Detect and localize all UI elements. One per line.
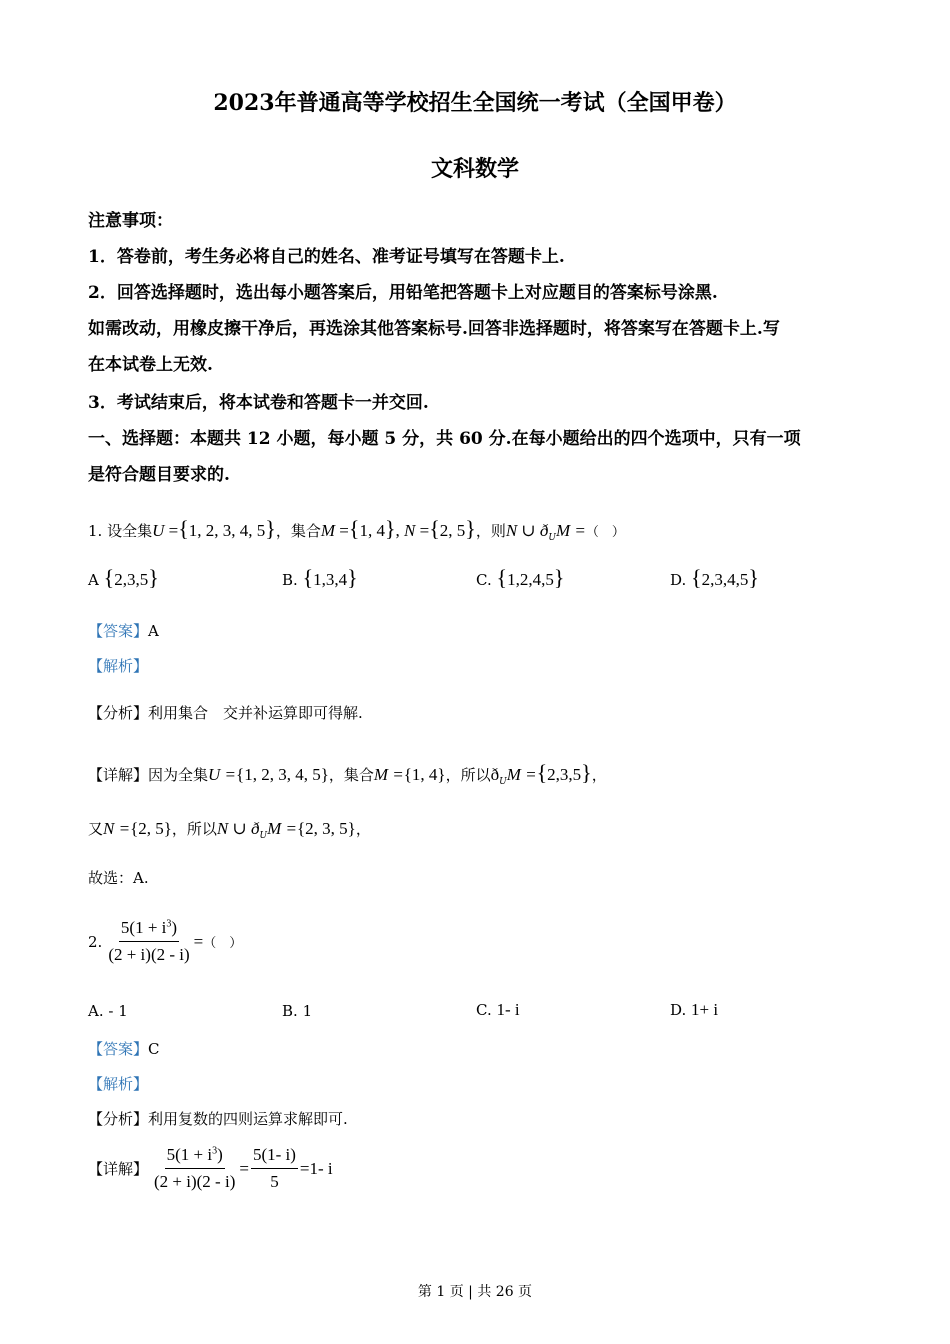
notice-item: 在本试卷上无效.	[88, 355, 213, 375]
q1-analysis-tag: 【解析】	[88, 657, 149, 675]
q2-option-d: D. 1+ i	[670, 1000, 719, 1019]
page-title: 2023年普通高等学校招生全国统一考试（全国甲卷）	[213, 90, 737, 116]
q1-u-symbol: U	[152, 521, 165, 540]
q1-paren: （ ）	[585, 525, 625, 540]
q2-prefix: 2.	[88, 932, 103, 951]
q1-m-set: M ={1, 4}	[320, 516, 396, 541]
q2-answer: 【答案】C	[88, 1040, 160, 1058]
notice-item: 2．回答选择题时，选出每小题答案后，用铅笔把答题卡上对应题目的答案标号涂黑.	[88, 283, 718, 303]
q1-conclusion: 故选：A.	[88, 869, 149, 887]
q1-detail-line2: 又N ={2, 5}，所以N ∪ $ð_UM =\{2$, 3, 5}，	[88, 819, 371, 841]
q1-stem	[88, 516, 625, 543]
q1-prefix: 1. 设全集	[88, 522, 153, 540]
page-footer: 第 1 页 | 共 26 页	[417, 1284, 533, 1300]
q2-detail-frac2: $\frac{5(1- i)}{5}$	[252, 1145, 296, 1191]
notice-heading: 注意事项：	[88, 211, 173, 231]
q1-expr2: M =	[556, 521, 586, 540]
q1-answer: 【答案】A	[88, 622, 159, 640]
q1-u-set: ={1, 2, 3, 4, 5}	[164, 516, 276, 541]
q2-eq: =	[193, 931, 204, 951]
q1-option-c: C. {1,2,4,5}	[476, 565, 565, 590]
q1-expr-sub: U	[548, 533, 557, 543]
q1-n-set: , N ={2, 5}	[395, 516, 476, 541]
q2-stem	[88, 918, 242, 965]
notice-item: 如需改动，用橡皮擦干净后，再选涂其他答案标号.回答非选择题时，将答案写在答题卡上.写	[88, 319, 780, 339]
q1-detail-line1: 【详解】因为全集U ={1, 2, 3, 4, 5}，集合M ={1, 4}，所以$ð_UM =\{2,3,5\}$，	[88, 760, 607, 787]
q2-paren: （ ）	[203, 936, 243, 951]
notice-item: 3．考试结束后，将本试卷和答题卡一并交回.	[88, 393, 429, 413]
q1-option-d: D. {2,3,4,5}	[670, 565, 759, 590]
q2-option-a: A. - 1	[88, 1002, 128, 1020]
q1-expr: N ∪ ð	[505, 521, 549, 540]
q1-mid2: ，则	[475, 522, 506, 540]
q1-fenxi: 【分析】利用集合 交并补运算即可得解.	[88, 704, 363, 722]
q2-fenxi: 【分析】利用复数的四则运算求解即可.	[88, 1110, 348, 1128]
q2-option-b: B. 1	[282, 1002, 313, 1020]
q1-option-a: A {2,3,5}	[88, 565, 159, 590]
section-heading: 一、选择题：本题共 12 小题，每小题 5 分，共 60 分.在每小题给出的四个选项中，只有一项	[88, 429, 801, 449]
q2-detail-frac1: $\frac{5(1 + i^3)}{(2 + i)(2 - i)}$	[154, 1145, 236, 1191]
q2-fraction: $\frac{5(1 + i^3)}{(2 + i)(2 - i)}$	[108, 918, 190, 964]
page-subtitle: 文科数学	[430, 156, 519, 182]
q2-analysis-tag: 【解析】	[88, 1075, 149, 1093]
q1-option-b: B. {1,3,4}	[282, 565, 358, 590]
q2-option-c: C. 1- i	[476, 1000, 520, 1019]
q2-detail: 【详解】 $\frac{5(1 + i^3)}{(2 + i)(2 - i)}$ = $\frac{5(1- i)}{5}$ =1- i	[88, 1145, 333, 1191]
section-heading-cont: 是符合题目要求的.	[88, 465, 230, 485]
q1-mid1: ，集合	[275, 522, 321, 540]
notice-item: 1．答卷前，考生务必将自己的姓名、准考证号填写在答题卡上.	[88, 247, 565, 267]
